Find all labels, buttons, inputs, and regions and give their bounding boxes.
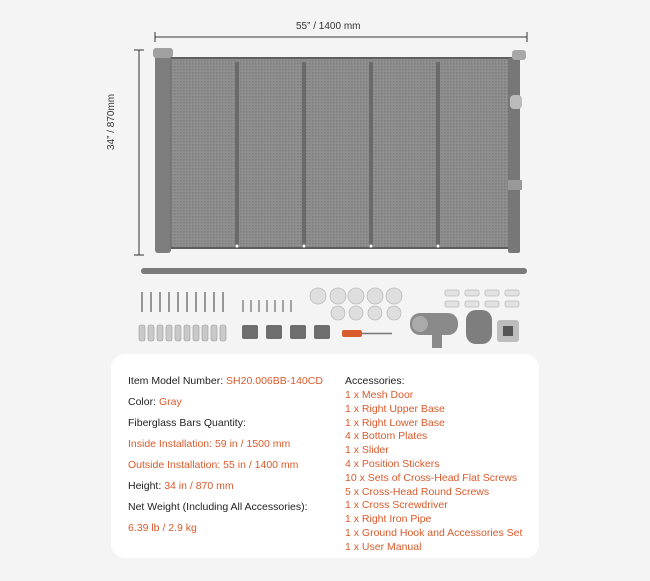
color <box>128 396 182 408</box>
accessory-item: 1 x Cross Screwdriver <box>345 499 448 512</box>
accessory-item: 1 x Right Iron Pipe <box>345 513 432 526</box>
iron-pipe <box>141 268 527 274</box>
accessory-item: 1 x Ground Hook and Accessories Set <box>345 526 523 539</box>
height-dimension-line <box>134 50 144 255</box>
color-value: Gray <box>158 396 182 408</box>
accessory-item: 1 x Mesh Door <box>345 389 414 401</box>
accessory-item: 4 x Position Stickers <box>345 457 440 470</box>
slider-clips <box>445 290 519 307</box>
base-parts <box>410 310 519 348</box>
accessory-item: 1 x Slider <box>345 444 389 457</box>
bars-quantity-label: Fiberglass Bars Quantity: <box>128 417 246 429</box>
accessory-item: 1 x Right Upper Base <box>345 402 445 415</box>
accessory-item: 4 x Bottom Plates <box>345 430 428 443</box>
height-dimension-label: 34” / 870mm <box>106 93 117 150</box>
accessory-item: 10 x Sets of Cross-Head Flat Screws <box>345 471 518 484</box>
height-value: 34 in / 870 mm <box>164 480 234 492</box>
outside-installation: Outside Installation: 55 in / 1400 mm <box>128 459 299 471</box>
small-screws <box>243 300 291 312</box>
width-dimension-line <box>155 32 527 42</box>
model-number-value: SH20.006BB-140CD <box>226 375 323 387</box>
model-number-label: Item Model Number: <box>128 375 227 387</box>
color-label: Color: <box>128 396 159 408</box>
inside-installation: Inside Installation: 59 in / 1500 mm <box>128 438 291 450</box>
net-weight-value: 6.39 lb / 2.9 kg <box>128 522 197 534</box>
mesh-gate <box>153 48 526 253</box>
net-weight-label: Net Weight (Including All Accessories): <box>128 501 308 513</box>
screws-group <box>142 292 223 312</box>
height-label: Height: <box>128 480 165 492</box>
bottom-plates <box>242 325 330 339</box>
accessory-item: 1 x Right Lower Base <box>345 416 445 429</box>
height <box>128 480 234 492</box>
model-number <box>128 375 323 387</box>
width-dimension-label: 55” / 1400 mm <box>296 21 361 32</box>
accessories-title: Accessories: <box>345 375 405 387</box>
accessory-item: 5 x Cross-Head Round Screws <box>345 485 490 498</box>
accessory-item: 1 x User Manual <box>345 540 422 553</box>
wall-anchors <box>139 325 226 341</box>
position-stickers <box>310 288 402 320</box>
cross-screwdriver <box>342 330 392 337</box>
accessories-list <box>345 389 522 555</box>
